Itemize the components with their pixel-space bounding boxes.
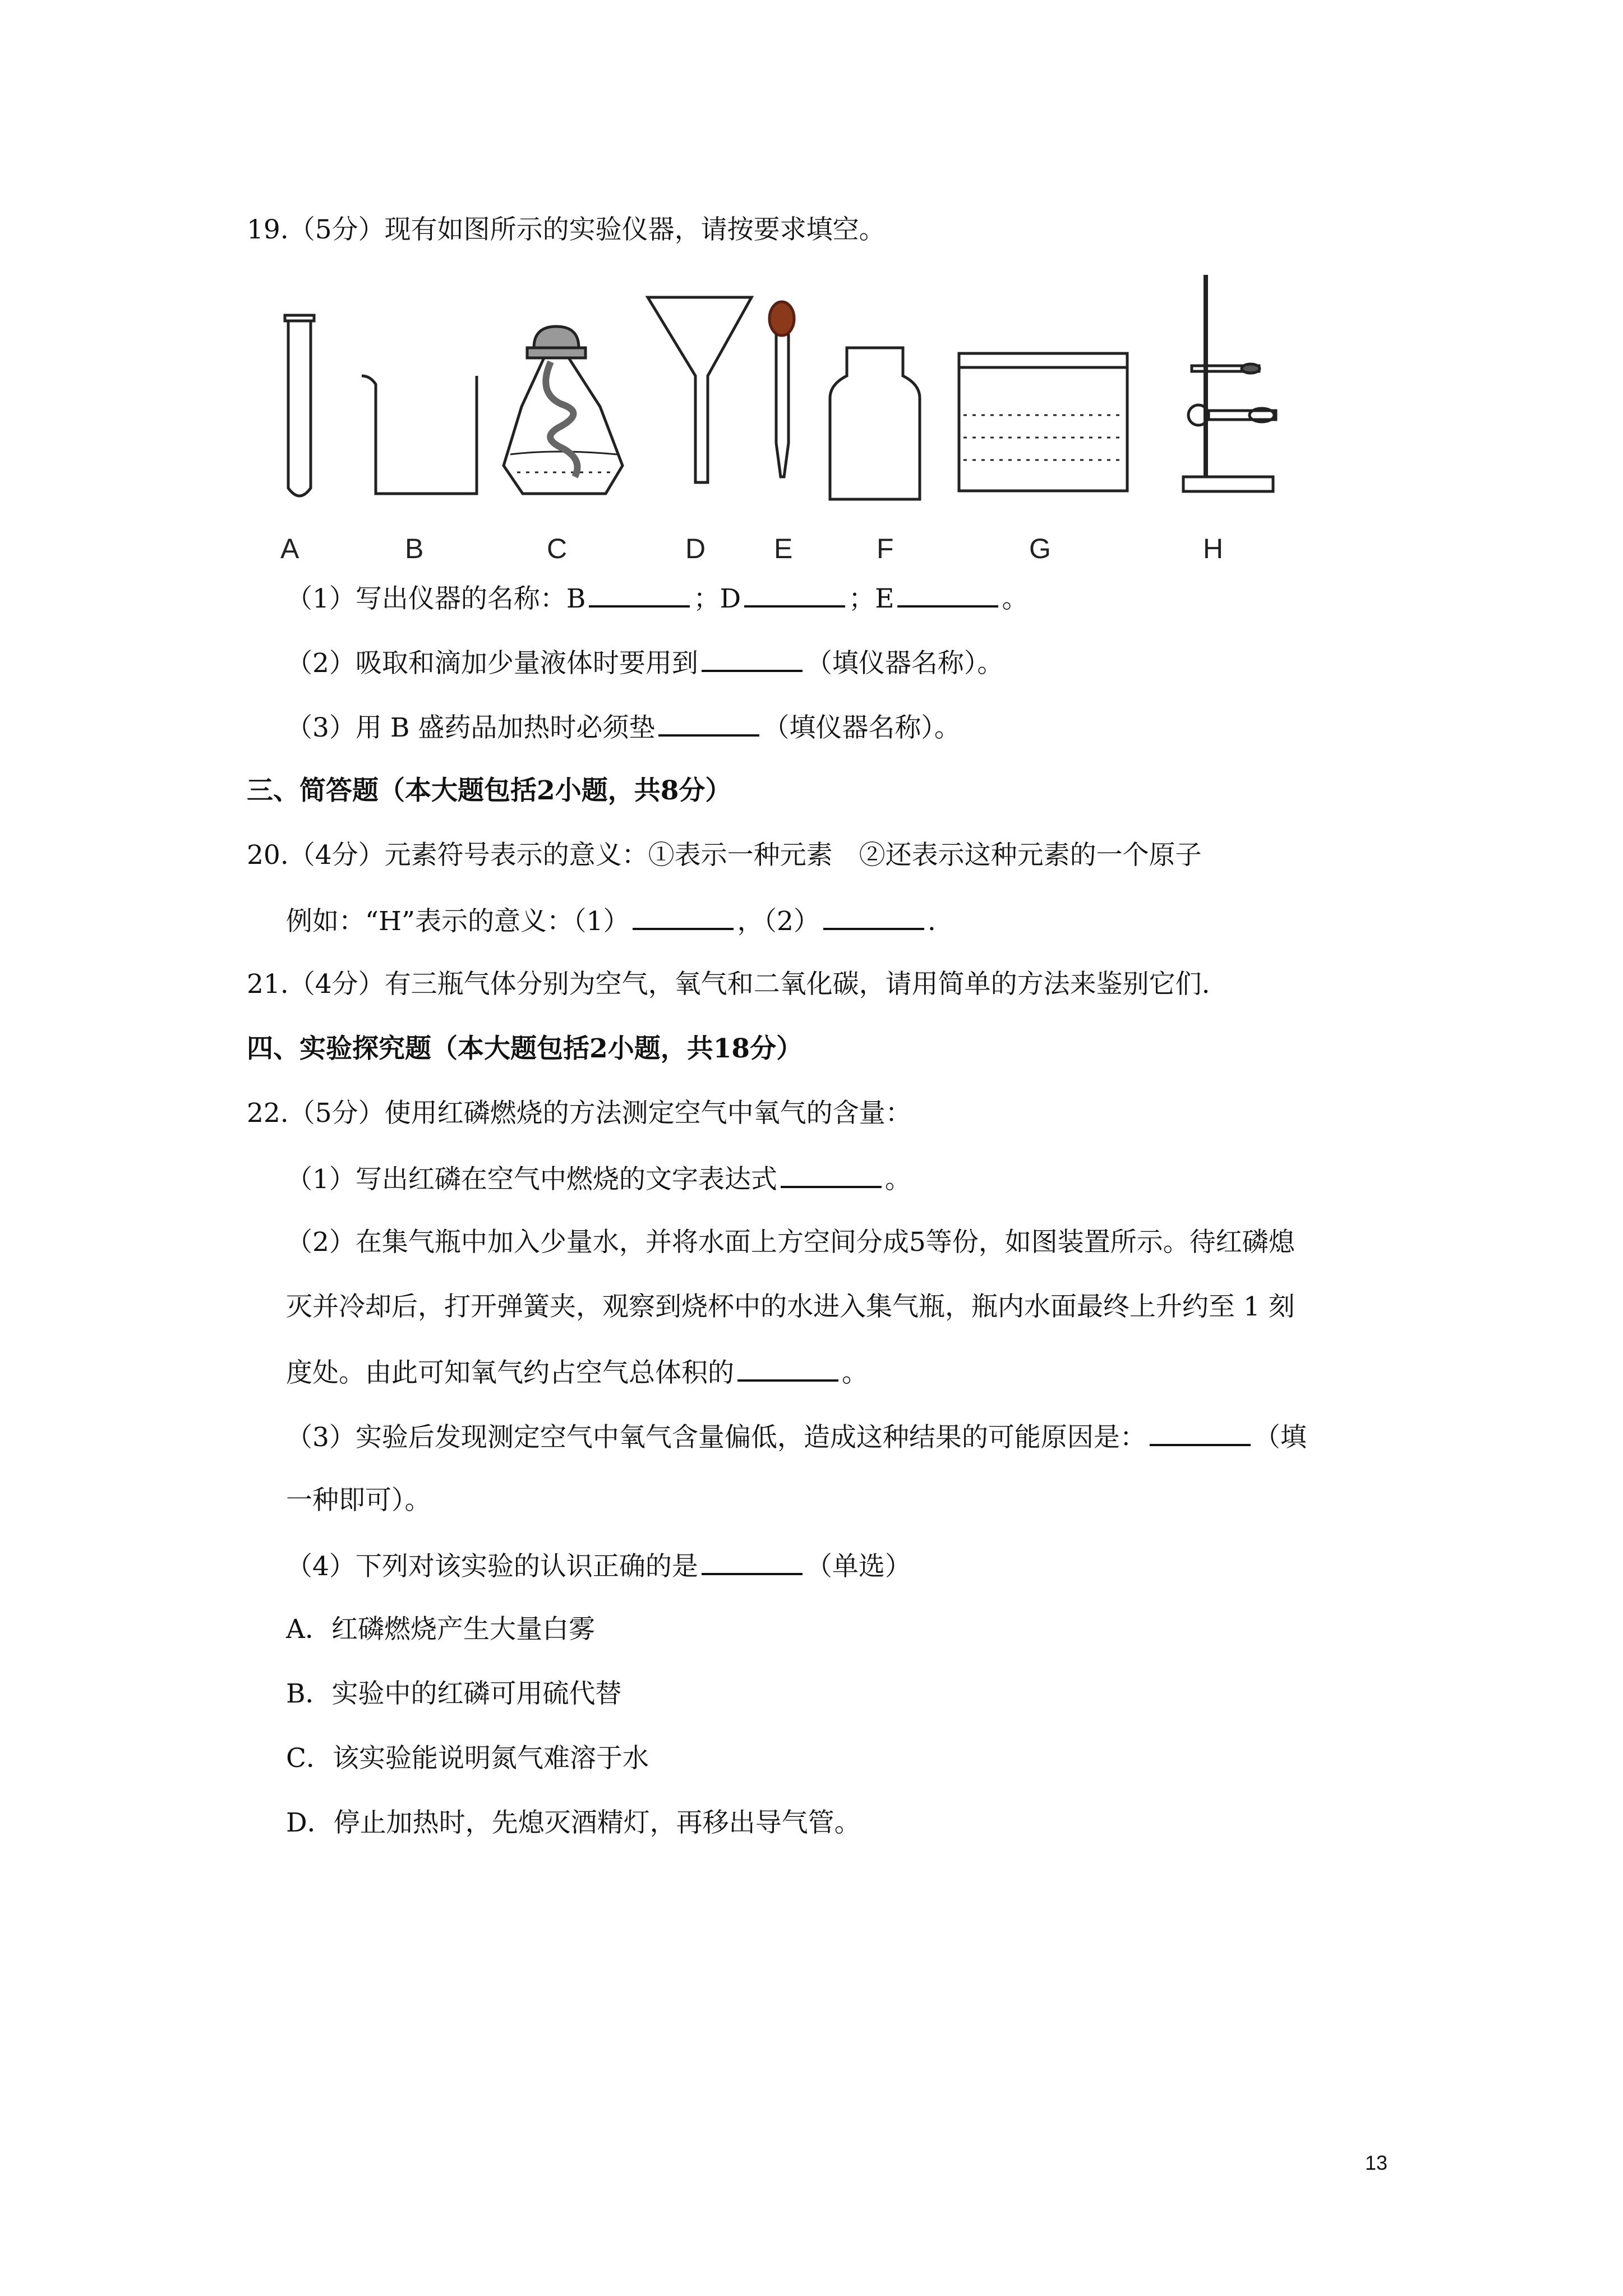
answer-blank[interactable] <box>744 581 845 608</box>
q22-option-b: B．实验中的红磷可用硫代替 <box>286 1678 622 1709</box>
label-h: H <box>1203 533 1224 564</box>
label-a: A <box>280 533 299 564</box>
iron-stand-icon <box>1183 275 1276 491</box>
answer-blank[interactable] <box>702 645 803 672</box>
q22-option-d: D．停止加热时，先熄灭酒精灯，再移出导气管。 <box>286 1807 861 1838</box>
answer-blank[interactable] <box>633 903 734 930</box>
alcohol-lamp-icon <box>504 326 623 494</box>
reagent-bottle-icon <box>830 348 920 499</box>
q22-option-c: C．该实验能说明氮气难溶于水 <box>286 1743 649 1774</box>
q19-sub3: （3）用 B 盛药品加热时必须垫 （填仪器名称）。 <box>286 710 961 745</box>
answer-blank[interactable] <box>589 581 690 608</box>
answer-blank[interactable] <box>781 1161 882 1188</box>
label-d: D <box>685 533 706 564</box>
q22-title: 22.（5分）使用红磷燃烧的方法测定空气中氧气的含量： <box>247 1098 912 1129</box>
q19-title: 19.（5分）现有如图所示的实验仪器，请按要求填空。 <box>247 214 886 245</box>
test-tube-icon <box>285 315 314 496</box>
q22-sub3-line1: （3）实验后发现测定空气中氧气含量偏低，造成这种结果的可能原因是： （填 <box>286 1419 1307 1455</box>
water-trough-icon <box>959 353 1127 491</box>
label-b: B <box>405 533 424 564</box>
q21: 21.（4分）有三瓶气体分别为空气，氧气和二氧化碳，请用简单的方法来鉴别它们. <box>247 969 1210 1000</box>
q20-line2: 例如：“H”表示的意义：（1） ，（2） . <box>286 903 936 938</box>
q22-sub2-line1: （2）在集气瓶中加入少量水，并将水面上方空间分成5等份，如图装置所示。待红磷熄 <box>286 1227 1295 1258</box>
label-f: F <box>877 533 894 564</box>
answer-blank[interactable] <box>1150 1419 1251 1446</box>
label-g: G <box>1029 533 1051 564</box>
page-number: 13 <box>1364 2151 1387 2174</box>
q22-sub3-line2: 一种即可）。 <box>286 1485 431 1516</box>
section-3-heading: 三、简答题（本大题包括2小题，共8分） <box>247 775 732 806</box>
dropper-icon <box>769 302 794 477</box>
answer-blank[interactable] <box>737 1355 838 1382</box>
q22-sub4: （4）下列对该实验的认识正确的是 （单选） <box>286 1548 911 1584</box>
answer-blank[interactable] <box>897 581 998 608</box>
q19-sub2: （2）吸取和滴加少量液体时要用到 （填仪器名称）。 <box>286 645 1003 680</box>
answer-blank[interactable] <box>658 710 759 737</box>
q22-sub2-line2: 灭并冷却后，打开弹簧夹，观察到烧杯中的水进入集气瓶，瓶内水面最终上升约至 1 刻 <box>286 1291 1295 1322</box>
label-e: E <box>774 533 793 564</box>
q22-sub1: （1）写出红磷在空气中燃烧的文字表达式 。 <box>286 1161 911 1197</box>
label-c: C <box>547 533 568 564</box>
q22-option-a: A．红磷燃烧产生大量白雾 <box>286 1614 595 1645</box>
q19-sub1: （1）写出仪器的名称：B ；D ；E 。 <box>286 581 1028 616</box>
q20-line1: 20.（4分）元素符号表示的意义：①表示一种元素 ②还表示这种元素的一个原子 <box>247 840 1202 871</box>
section-4-heading: 四、实验探究题（本大题包括2小题，共18分） <box>247 1033 803 1064</box>
answer-blank[interactable] <box>823 903 924 930</box>
answer-blank[interactable] <box>702 1548 803 1575</box>
apparatus-figure <box>264 264 1329 578</box>
q22-sub2-line3: 度处。由此可知氧气约占空气总体积的 。 <box>286 1355 868 1390</box>
beaker-icon <box>362 376 477 494</box>
funnel-icon <box>648 297 751 482</box>
